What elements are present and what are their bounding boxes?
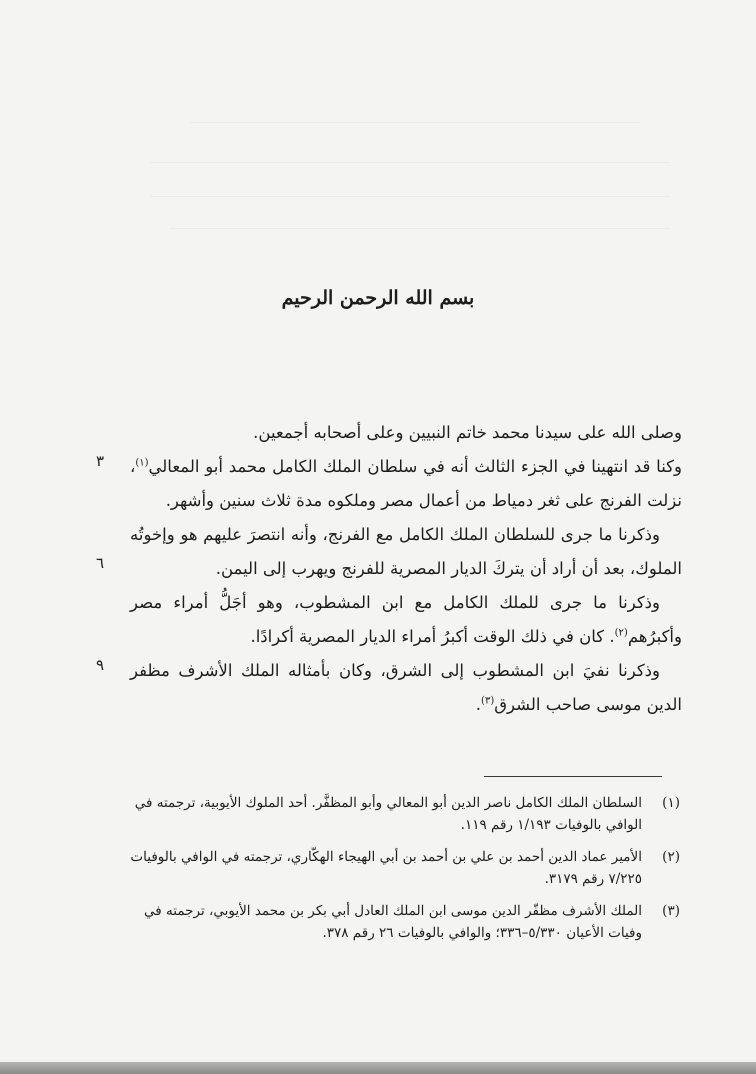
show-through-line bbox=[190, 122, 640, 123]
paragraph-5-text-a: وذكرنا نفيَ ابن المشطوب إلى الشرق، وكان بأمثاله الملك الأشرف مظفر الدين موسى صاحب الشرق bbox=[130, 661, 682, 714]
paragraph-2 bbox=[130, 450, 682, 518]
footnote-1 bbox=[128, 792, 680, 836]
footnote-separator bbox=[484, 776, 662, 777]
paragraph-2-text-a: وكنا قد انتهينا في الجزء الثالث أنه في سلطان الملك الكامل محمد أبو المعالي bbox=[148, 457, 682, 476]
footnote-3-label: (٣) bbox=[662, 903, 680, 919]
paragraph-5-text-b: . bbox=[475, 695, 482, 714]
footnote-2-text: الأمير عماد الدين أحمد بن علي بن أحمد بن أبي الهيجاء الهكّاري، ترجمته في الوافي بالوفيات ٧/٢٢٥ رقم ٣١٧٩. bbox=[130, 849, 642, 887]
footnote-2-label: (٢) bbox=[662, 849, 680, 865]
paragraph-2-text-b: ، نزلت الفرنج على ثغر دمياط من أعمال مصر وملكوه مدة ثلاث سنين وأشهر. bbox=[130, 457, 682, 510]
line-number-6: ٦ bbox=[95, 554, 105, 572]
footnote-ref-3: (٣) bbox=[481, 695, 495, 707]
show-through-line bbox=[150, 196, 670, 197]
page-bottom-edge bbox=[0, 1062, 756, 1074]
line-number-9: ٩ bbox=[95, 656, 105, 674]
footnote-3-text: الملك الأشرف مظفّر الدين موسى ابن الملك العادل أبي بكر بن محمد الأيوبي، ترجمته في وفيات الأعيان ٥/٣٣٠–٣٣٦؛ والوافي بالوفيات ٢٦ رقم ٣٧٨. bbox=[144, 903, 642, 941]
footnote-1-text: السلطان الملك الكامل ناصر الدين أبو المعالي وأبو المظفَّر. أحد الملوك الأيوبية، ترجمته في الوافي بالوفيات ١/١٩٣ رقم ١١٩. bbox=[134, 795, 642, 833]
footnote-1-label: (١) bbox=[662, 795, 680, 811]
paragraph-5 bbox=[130, 654, 682, 722]
show-through-line bbox=[150, 162, 670, 163]
main-text bbox=[130, 416, 682, 722]
show-through-line bbox=[170, 228, 670, 229]
paragraph-3: وذكرنا ما جرى للسلطان الملك الكامل مع الفرنج، وأنه انتصرَ عليهم هو وإخوتُه الملوك، بعد أن أراد أن يتركَ الديار المصرية للفرنج ويهرب إلى اليمن. bbox=[130, 525, 682, 578]
footnote-ref-1: (١) bbox=[135, 457, 149, 469]
footnote-3 bbox=[128, 900, 680, 944]
paragraph-4-text-a: وذكرنا ما جرى للملك الكامل مع ابن المشطوب، وهو أجَلُّ أمراء مصر وأكبرُهم bbox=[130, 593, 682, 646]
page-heading: بسم الله الرحمن الرحيم bbox=[281, 287, 475, 309]
paragraph-1: وصلى الله على سيدنا محمد خاتم النبيين وعلى أصحابه أجمعين. bbox=[253, 423, 682, 442]
line-number-3: ٣ bbox=[95, 452, 105, 470]
paragraph-4-text-b: . كان في ذلك الوقت أكبرُ أمراء الديار المصرية أكرادًا. bbox=[250, 627, 615, 646]
footnotes bbox=[128, 792, 680, 954]
footnote-ref-2: (٢) bbox=[614, 627, 628, 639]
paragraph-4 bbox=[130, 586, 682, 654]
footnote-2 bbox=[128, 846, 680, 890]
